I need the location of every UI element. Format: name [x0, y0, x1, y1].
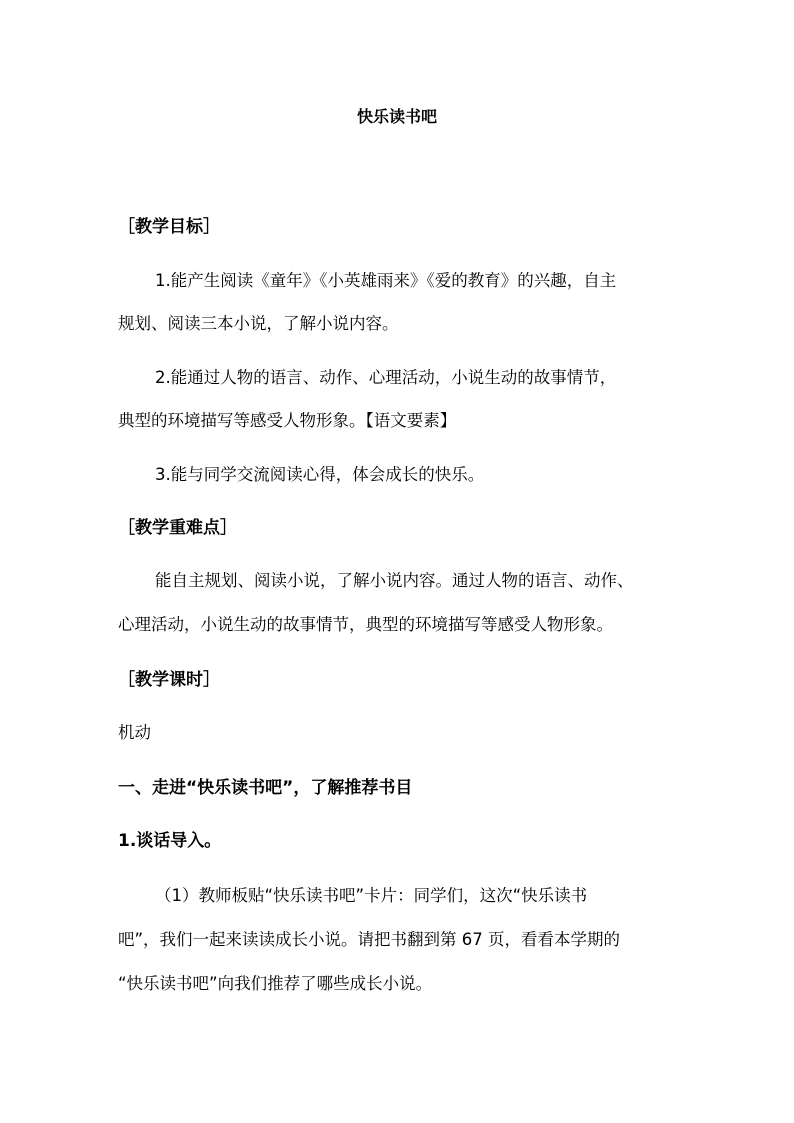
- objective-2-line-1: 2.能通过人物的语言、动作、心理活动，小说生动的故事情节，: [155, 368, 617, 387]
- difficulty-heading: ［教学重难点］: [118, 518, 237, 538]
- step-1-line-2: 吧”，我们一起来读读成长小说。请把书翻到第 67 页，看看本学期的: [118, 930, 621, 949]
- objectives-heading: ［教学目标］: [118, 217, 220, 237]
- objective-2-line-2: 典型的环境描写等感受人物形象。【语文要素】: [118, 411, 457, 430]
- step-1-heading: 1.谈话导入。: [118, 831, 222, 851]
- difficulty-line-2: 心理活动，小说生动的故事情节，典型的环境描写等感受人物形象。: [118, 615, 613, 634]
- hours-value: 机动: [118, 723, 151, 742]
- difficulty-line-1: 能自主规划、阅读小说，了解小说内容。通过人物的语言、动作、: [155, 571, 634, 590]
- objective-1-line-2: 规划、阅读三本小说，了解小说内容。: [118, 314, 399, 333]
- step-1-line-1: （1）教师板贴“快乐读书吧”卡片：同学们，这次“快乐读书: [155, 886, 588, 905]
- page-title: 快乐读书吧: [356, 107, 437, 126]
- step-1-line-3: “快乐读书吧”向我们推荐了哪些成长小说。: [118, 974, 433, 993]
- objective-1-line-1: 1.能产生阅读《童年》《小英雄雨来》《爱的教育》的兴趣，自主: [155, 271, 617, 290]
- objective-3-line-1: 3.能与同学交流阅读心得，体会成长的快乐。: [155, 465, 485, 484]
- part-1-heading: 一、走进“快乐读书吧”，了解推荐书目: [118, 778, 413, 798]
- hours-heading: ［教学课时］: [118, 670, 220, 690]
